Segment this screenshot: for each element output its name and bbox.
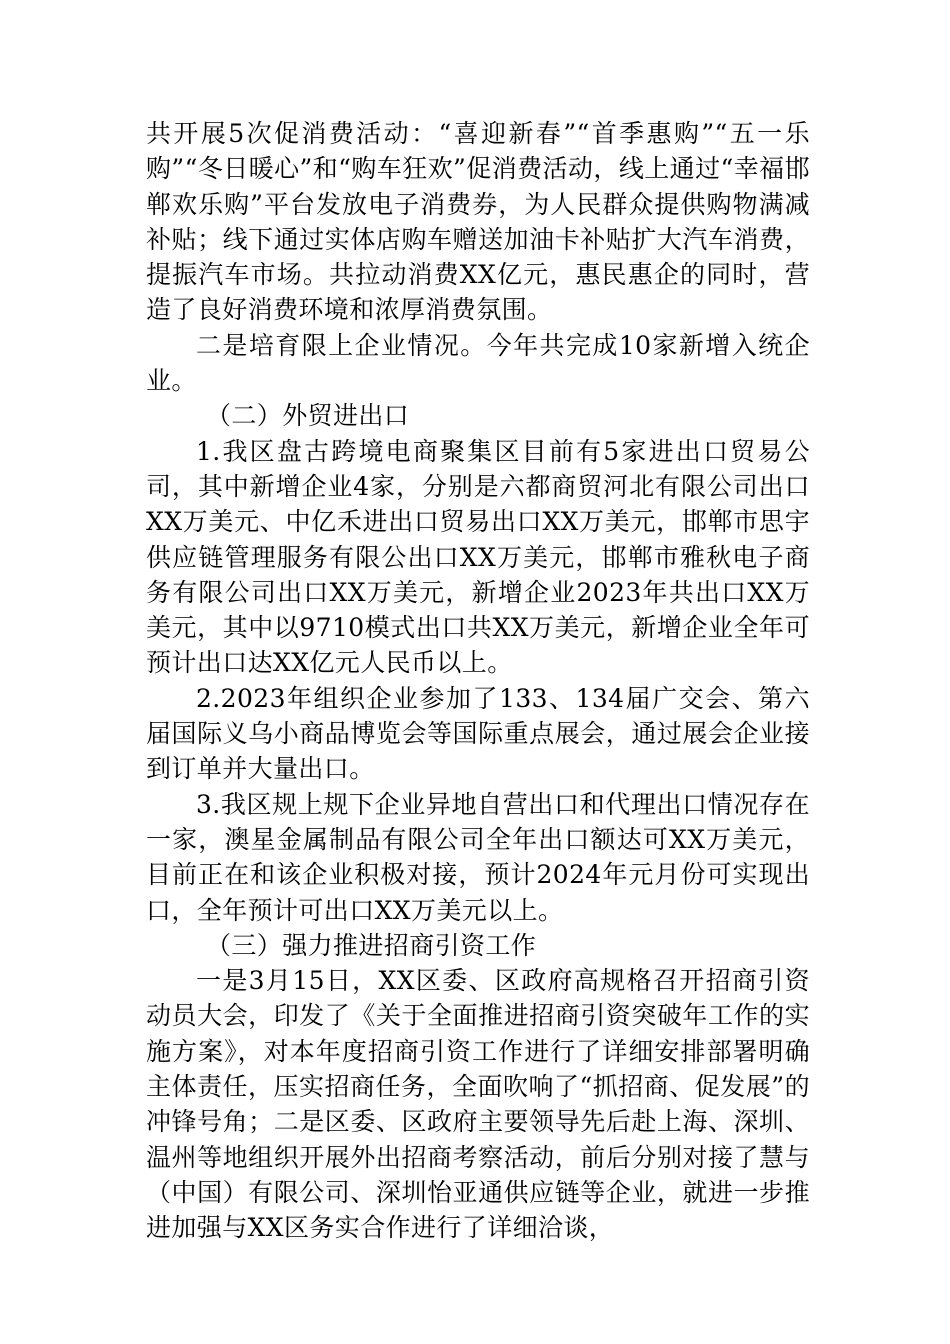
- paragraph-consumption-activities: 共开展5次促消费活动：“喜迎新春”“首季惠购”“五一乐购”“冬日暖心”和“购车狂欢”促消费活动，线上通过“幸福邯郸欢乐购”平台发放电子消费券，为人民群众提供购物满减补贴；线下通过实体店购车赠送加油卡补贴扩大汽车消费，提振汽车市场。共拉动消费XX亿元，惠民惠企的同时，营造了良好消费环境和浓厚消费氛围。: [146, 119, 810, 325]
- paragraph-export-enterprise: 3.我区规上规下企业异地自营出口和代理出口情况存在一家，澳星金属制品有限公司全年出口额达可XX万美元，目前正在和该企业积极对接，预计2024年元月份可实现出口，全年预计可出口XX万美元以上。: [146, 789, 810, 925]
- section-heading-investment: （三）强力推进招商引资工作: [206, 930, 537, 960]
- paragraph-investment-promotion: 一是3月15日，XX区委、区政府高规格召开招商引资动员大会，印发了《关于全面推进招商引资突破年工作的实施方案》，对本年度招商引资工作进行了详细安排部署明确主体责任，压实招商任务，全面吹响了“抓招商、促发展”的冲锋号角；二是区委、区政府主要领导先后赴上海、深圳、温州等地组织开展外出招商考察活动，前后分别对接了慧与（中国）有限公司、深圳怡亚通供应链等企业，就进一步推进加强与XX区务实合作进行了详细洽谈，: [146, 966, 810, 1243]
- paragraph-crossborder-ecommerce: 1.我区盘古跨境电商聚集区目前有5家进出口贸易公司，其中新增企业4家，分别是六都商贸河北有限公司出口XX万美元、中亿禾进出口贸易出口XX万美元，邯郸市思宇供应链管理服务有限公出口XX万美元，邯郸市雅秋电子商务有限公司出口XX万美元，新增企业2023年共出口XX万美元，其中以9710模式出口共XX万美元，新增企业全年可预计出口达XX亿元人民币以上。: [146, 436, 810, 678]
- section-heading-foreign-trade: （二）外贸进出口: [206, 401, 410, 431]
- paragraph-enterprise-cultivation: 二是培育限上企业情况。今年共完成10家新增入统企业。: [146, 330, 810, 396]
- document-body: [146, 116, 810, 1246]
- paragraph-trade-fairs: 2.2023年组织企业参加了133、134届广交会、第六届国际义乌小商品博览会等国际重点展会，通过展会企业接到订单并大量出口。: [146, 683, 810, 784]
